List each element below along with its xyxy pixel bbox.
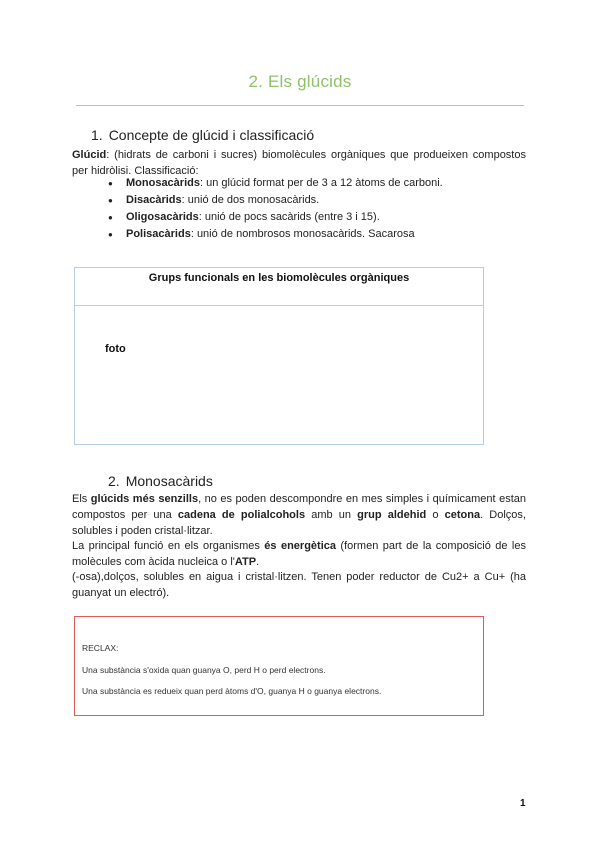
list-item <box>108 209 443 226</box>
text-run: . Dolços, solubles i poden cristal·litzar. <box>72 509 526 537</box>
text-run: La principal funció en els organismes <box>72 540 265 552</box>
intro-term: Glúcid <box>72 149 107 161</box>
text-run: (formen part de la composició de les molècules com àcida nucleica o l' <box>72 540 526 568</box>
section-2-paragraph-2 <box>72 538 526 570</box>
section-1-heading <box>91 127 314 143</box>
bold-run: cadena de polialcohols <box>177 509 306 521</box>
bold-run: glúcids més senzills <box>90 493 199 505</box>
section-1-number: 1. <box>91 127 103 143</box>
list-item <box>108 175 443 192</box>
text-run: o <box>426 509 445 521</box>
list-item-term: Monosacàrids <box>126 177 200 189</box>
list-item <box>108 192 443 209</box>
section-2-title: Monosacàrids <box>125 473 213 489</box>
list-item <box>108 226 443 243</box>
list-item-term: Polisacàrids <box>126 228 191 240</box>
note-title: RECLAX: <box>82 643 119 653</box>
bold-run: és energètica <box>264 540 336 552</box>
intro-text: : (hidrats de carboni i sucres) biomolècules orgàniques que produeixen compostos per hidròlisi. Classificació: <box>72 149 526 177</box>
figure-caption: Grups funcionals en les biomolècules orgàniques <box>148 272 410 284</box>
section-2-paragraph-3 <box>72 569 526 601</box>
figure-caption-row <box>75 268 483 306</box>
note-line-1: Una substància s'oxida quan guanya O, perd H o perd electrons. <box>82 665 326 675</box>
note-box <box>74 616 484 716</box>
text-run: (-osa),dolços, solubles en aigua i cristal·litzen. Tenen poder reductor de Cu2+ a Cu+ (ha guanyat un electró). <box>72 571 526 599</box>
list-item-term: Oligosacàrids <box>126 211 199 223</box>
text-run: , no es poden descompondre en mes simples i químicament estan compostos per una <box>72 493 527 521</box>
text-run: . <box>256 556 260 568</box>
list-item-text: : un glúcid format per de 3 a 12 àtoms de carboni. <box>199 177 443 189</box>
section-2-paragraph-1 <box>72 491 526 539</box>
bold-run: cetona <box>444 509 481 521</box>
list-item-text: : unió de nombrosos monosacàrids. Sacarosa <box>190 228 415 240</box>
text-run: amb un <box>305 509 358 521</box>
note-line-2: Una substància es redueix quan perd àtoms d'O, guanya H o guanya electrons. <box>82 686 382 696</box>
page-title: 2. Els glúcids <box>248 72 352 91</box>
text-run: Els <box>72 493 91 505</box>
list-item-text: : unió de dos monosacàrids. <box>181 194 320 206</box>
classification-list <box>108 175 443 243</box>
title-divider <box>76 105 524 106</box>
section-2-number: 2. <box>108 473 120 489</box>
figure-box <box>74 267 484 445</box>
list-item-term: Disacàrids <box>126 194 182 206</box>
figure-placeholder: foto <box>105 343 126 355</box>
section-1-title: Concepte de glúcid i classificació <box>108 127 315 143</box>
bold-run: ATP <box>234 556 257 568</box>
page-number: 1 <box>520 798 526 809</box>
bold-run: grup aldehid <box>357 509 427 521</box>
list-item-text: : unió de pocs sacàrids (entre 3 i 15). <box>198 211 380 223</box>
section-2-heading <box>108 473 213 489</box>
